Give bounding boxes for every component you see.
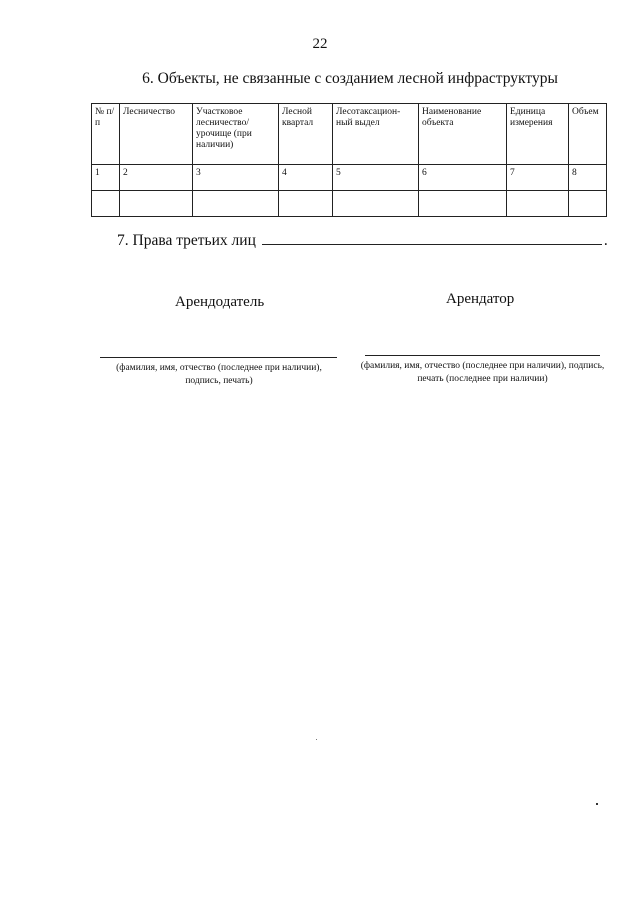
table-header-cell: Лесной квартал <box>279 104 333 165</box>
table-cell-empty[interactable] <box>279 191 333 217</box>
table-header-cell: Объем <box>569 104 607 165</box>
table-header-cell: № п/п <box>92 104 120 165</box>
lessee-signature-line[interactable] <box>365 355 600 356</box>
table-header-cell: Лесничество <box>120 104 193 165</box>
table-header-cell: Лесотаксацион-ный выдел <box>333 104 419 165</box>
section-6-title: 6. Объекты, не связанные с созданием лесной инфраструктуры <box>142 70 558 87</box>
table-row <box>92 165 607 191</box>
scan-speck <box>316 739 317 740</box>
objects-table <box>91 103 607 217</box>
table-cell-empty[interactable] <box>507 191 569 217</box>
table-cell-empty[interactable] <box>333 191 419 217</box>
table-cell: 6 <box>419 165 507 191</box>
table-cell-empty[interactable] <box>193 191 279 217</box>
table-header-cell: Участковое лесничество/ урочище (при наличии) <box>193 104 279 165</box>
table-cell: 4 <box>279 165 333 191</box>
table-cell-empty[interactable] <box>569 191 607 217</box>
table-cell: 5 <box>333 165 419 191</box>
section-7-end: . <box>603 232 608 249</box>
table-cell: 3 <box>193 165 279 191</box>
lessee-signature-caption: (фамилия, имя, отчество (последнее при наличии), подпись, печать (последнее при наличии) <box>360 361 605 384</box>
table-cell-empty[interactable] <box>92 191 120 217</box>
lessor-signature-caption: (фамилия, имя, отчество (последнее при наличии), подпись, печать) <box>116 363 322 386</box>
table-cell: 7 <box>507 165 569 191</box>
section-7-label: 7. Права третьих лиц <box>117 232 256 249</box>
table-header-row <box>92 104 607 165</box>
table-header-cell: Наименование объекта <box>419 104 507 165</box>
table-cell-empty[interactable] <box>120 191 193 217</box>
lessee-label: Арендатор <box>446 291 515 307</box>
lessor-signature-line[interactable] <box>100 357 337 358</box>
table-cell-empty[interactable] <box>419 191 507 217</box>
lessor-label: Арендодатель <box>175 294 265 310</box>
table-row-empty <box>92 191 607 217</box>
scan-speck <box>596 803 598 805</box>
third-rights-fill-line[interactable] <box>262 232 602 245</box>
table-cell: 8 <box>569 165 607 191</box>
page-number: 22 <box>312 36 328 52</box>
table-header-cell: Единица измерения <box>507 104 569 165</box>
section-7 <box>117 232 608 250</box>
table-cell: 1 <box>92 165 120 191</box>
table-cell: 2 <box>120 165 193 191</box>
